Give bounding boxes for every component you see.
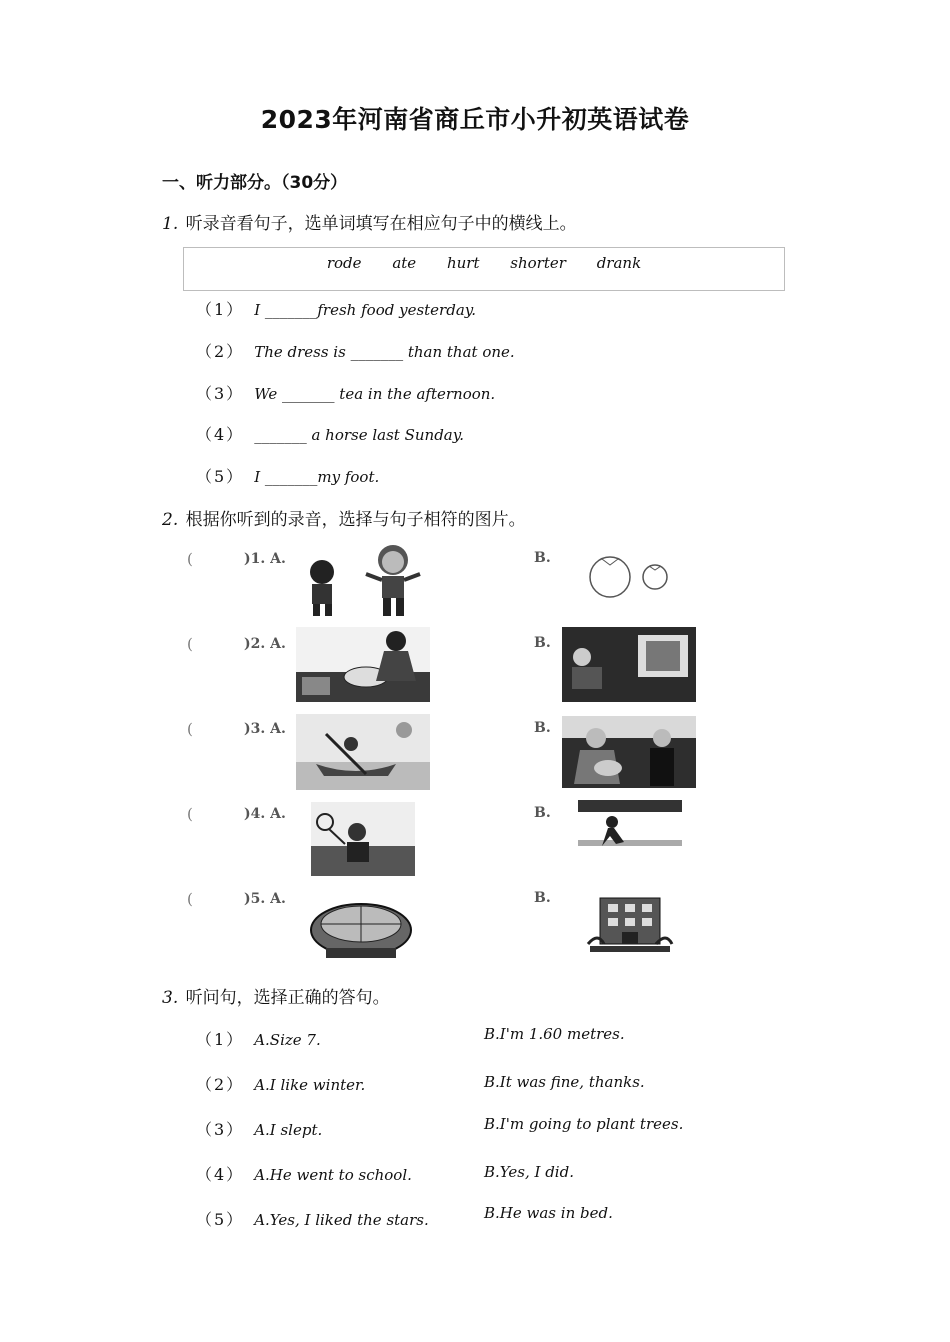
fill-blank-item	[196, 339, 515, 362]
answer-paren: (	[187, 635, 193, 653]
item-number: （3）	[196, 384, 245, 403]
rowing-boat-image	[296, 714, 430, 790]
choice-a: A.Size 7.	[254, 1031, 321, 1049]
choice-a: A.Yes, I liked the stars.	[254, 1211, 429, 1229]
option-b-label: B.	[534, 890, 551, 906]
word-bank-item: drank	[596, 254, 642, 272]
fill-blank-item	[196, 381, 495, 404]
option-a-label: )2. A.	[244, 636, 286, 652]
choice-a: A.He went to school.	[254, 1166, 412, 1184]
item-number: （2）	[196, 342, 245, 361]
option-b-label: B.	[534, 635, 551, 651]
item-number: （4）	[196, 425, 245, 444]
page-title: 2023年河南省商丘市小升初英语试卷	[260, 105, 690, 134]
choice-item	[196, 1162, 412, 1185]
answer-paren: (	[187, 890, 193, 908]
choice-b: B.It was fine, thanks.	[484, 1073, 645, 1091]
question-number: 1.	[162, 214, 179, 234]
item-number: （3）	[196, 1120, 245, 1139]
item-text: _______ a horse last Sunday.	[254, 426, 464, 444]
option-a-label: )5. A.	[244, 891, 286, 907]
answer-paren: (	[187, 805, 193, 823]
section-heading-listening: 一、听力部分。（30分）	[162, 173, 348, 193]
item-number: （2）	[196, 1075, 245, 1094]
item-number: （1）	[196, 1030, 245, 1049]
answer-paren: (	[187, 720, 193, 738]
option-a-label: )3. A.	[244, 721, 286, 737]
choice-item	[196, 1117, 322, 1140]
item-number: （1）	[196, 300, 245, 319]
option-b-label: B.	[534, 805, 551, 821]
question-text: 根据你听到的录音，选择与句子相符的图片。	[185, 510, 526, 530]
ice-skating-image	[578, 800, 682, 872]
fill-blank-item	[196, 297, 476, 320]
option-a-label: )4. A.	[244, 806, 286, 822]
option-b-label: B.	[534, 720, 551, 736]
stadium-image	[306, 886, 416, 966]
question-text: 听录音看句子，选单词填写在相应句子中的横线上。	[185, 214, 577, 234]
word-bank-item: shorter	[510, 254, 566, 272]
item-text: We _______ tea in the afternoon.	[254, 385, 496, 403]
option-a-label: )1. A.	[244, 551, 286, 567]
choice-b: B.I'm going to plant trees.	[484, 1115, 684, 1133]
choice-item	[196, 1027, 321, 1050]
option-b-label: B.	[534, 550, 551, 566]
item-text: I _______my foot.	[254, 468, 380, 486]
item-text: The dress is _______ than that one.	[254, 343, 515, 361]
word-bank	[183, 247, 785, 291]
choice-b: B.Yes, I did.	[484, 1163, 574, 1181]
washing-clothes-image	[296, 627, 430, 702]
badminton-image	[311, 802, 415, 876]
choice-item	[196, 1207, 429, 1230]
answer-paren: (	[187, 550, 193, 568]
item-number: （4）	[196, 1165, 245, 1184]
question-text: 听问句，选择正确的答句。	[185, 988, 390, 1008]
word-bank-item: rode	[326, 254, 362, 272]
two-children-image	[298, 540, 428, 618]
hospital-image	[580, 882, 680, 964]
choice-a: A.I slept.	[254, 1121, 323, 1139]
word-bank-item: hurt	[446, 254, 480, 272]
fill-blank-item	[196, 422, 464, 445]
choice-b: B.He was in bed.	[484, 1204, 613, 1222]
item-number: （5）	[196, 1210, 245, 1229]
question-3	[162, 983, 390, 1008]
item-text: I _______fresh food yesterday.	[254, 301, 477, 319]
fill-blank-item	[196, 464, 379, 487]
question-number: 2.	[162, 510, 179, 530]
choice-item	[196, 1072, 365, 1095]
watching-tv-image	[562, 627, 696, 702]
word-bank-item: ate	[392, 254, 417, 272]
question-number: 3.	[162, 988, 179, 1008]
question-2	[162, 505, 526, 530]
item-number: （5）	[196, 467, 245, 486]
question-1	[162, 209, 577, 234]
choice-a: A.I like winter.	[254, 1076, 366, 1094]
playing-guitar-image	[562, 716, 696, 788]
tomatoes-image	[580, 545, 680, 605]
choice-b: B.I'm 1.60 metres.	[484, 1025, 625, 1043]
